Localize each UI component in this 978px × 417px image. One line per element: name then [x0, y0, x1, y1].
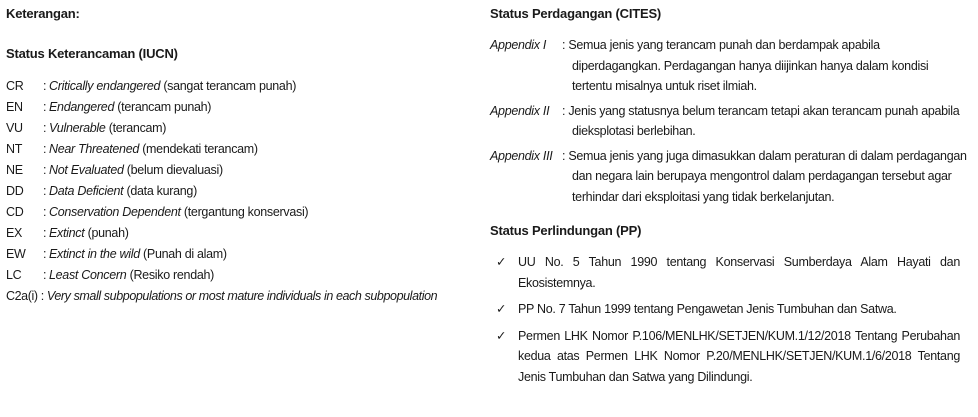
iucn-separator: :: [43, 100, 47, 114]
iucn-term: Data Deficient: [49, 184, 124, 198]
pp-item: [490, 252, 968, 293]
iucn-code: EW: [6, 247, 26, 261]
iucn-separator: :: [37, 289, 47, 303]
cites-description: : Semua jenis yang juga dimasukkan dalam peraturan di dalam perdagangan dan negara lain berupaya mengontrol dalam perdagangan tersebut agar terhindar dari eksploitasi yang tidak berkelanjutan.: [562, 148, 967, 204]
iucn-separator: :: [43, 79, 47, 93]
iucn-item-cr: [6, 76, 476, 97]
iucn-term: Very small subpopulations or most mature individuals in each subpopulation: [46, 289, 438, 303]
cites-item-appendix-3: [490, 146, 968, 208]
iucn-item-nt: [6, 139, 476, 160]
cites-item-appendix-1: [490, 35, 968, 97]
iucn-code: DD: [6, 184, 24, 198]
iucn-item-c2ai: [6, 286, 476, 307]
iucn-separator: :: [43, 142, 47, 156]
pp-heading: Status Perlindungan (PP): [490, 223, 642, 238]
iucn-code: CD: [6, 205, 24, 219]
iucn-term: Critically endangered: [49, 79, 161, 93]
cites-heading: Status Perdagangan (CITES): [490, 6, 662, 21]
iucn-code: VU: [6, 121, 23, 135]
iucn-separator: :: [43, 205, 47, 219]
iucn-item-cd: [6, 202, 476, 223]
cites-label: Appendix III: [490, 148, 553, 163]
iucn-description: (sangat terancam punah): [160, 79, 297, 93]
iucn-separator: :: [43, 121, 47, 135]
iucn-term: Least Concern: [49, 268, 127, 282]
cites-description: : Semua jenis yang terancam punah dan berdampak apabila diperdagangkan. Perdagangan hanya diijinkan hanya dalam kondisi tertentu misalnya untuk riset ilmiah.: [562, 38, 929, 93]
pp-item-text: UU No. 5 Tahun 1990 tentang Konservasi Sumberdaya Alam Hayati dan Ekosistemnya.: [518, 255, 960, 290]
pp-item-text: PP No. 7 Tahun 1999 tentang Pengawetan Jenis Tumbuhan dan Satwa.: [518, 302, 897, 316]
iucn-item-lc: [6, 265, 476, 286]
iucn-list: [6, 76, 476, 307]
cites-item-appendix-2: [490, 101, 968, 142]
iucn-description: (tergantung konservasi): [180, 205, 309, 219]
pp-item: [490, 299, 968, 320]
iucn-code: NT: [6, 142, 23, 156]
iucn-description: (terancam): [105, 121, 167, 135]
iucn-description: (punah): [84, 226, 129, 240]
iucn-heading: Status Keterancaman (IUCN): [6, 46, 178, 61]
iucn-term: Conservation Dependent: [49, 205, 181, 219]
iucn-separator: :: [43, 184, 47, 198]
iucn-description: (terancam punah): [114, 100, 212, 114]
iucn-description: (Punah di alam): [139, 247, 227, 261]
iucn-term: Endangered: [49, 100, 115, 114]
iucn-code: EX: [6, 226, 23, 240]
checkmark-icon: ✓: [496, 328, 507, 343]
cites-label: Appendix I: [490, 38, 547, 52]
iucn-description: (mendekati terancam): [139, 142, 258, 156]
legend-right-column: [490, 4, 968, 393]
iucn-description: (Resiko rendah): [126, 268, 215, 282]
legend-left-column: [6, 4, 476, 307]
iucn-term: Near Threatened: [49, 142, 140, 156]
iucn-item-dd: [6, 181, 476, 202]
checkmark-icon: ✓: [496, 255, 507, 269]
iucn-code: NE: [6, 163, 23, 177]
iucn-term: Extinct: [49, 226, 85, 240]
iucn-description: (data kurang): [123, 184, 197, 198]
legend-title: Keterangan:: [6, 6, 80, 21]
iucn-code: LC: [6, 268, 22, 282]
iucn-item-ew: [6, 244, 476, 265]
iucn-separator: :: [43, 226, 47, 240]
iucn-term: Extinct in the wild: [49, 247, 140, 261]
pp-item: [490, 326, 968, 388]
iucn-item-ne: [6, 160, 476, 181]
iucn-item-vu: [6, 118, 476, 139]
iucn-code: C2a(i): [6, 289, 38, 303]
iucn-code: EN: [6, 100, 23, 114]
iucn-term: Vulnerable: [49, 121, 106, 135]
iucn-separator: :: [43, 268, 47, 282]
pp-list: [490, 252, 968, 387]
checkmark-icon: ✓: [496, 302, 507, 316]
iucn-separator: :: [43, 163, 47, 177]
iucn-code: CR: [6, 79, 24, 93]
cites-list: [490, 35, 968, 207]
iucn-description: (belum dievaluasi): [123, 163, 223, 177]
pp-item-text: Permen LHK Nomor P.106/MENLHK/SETJEN/KUM.1/12/2018 Tentang Perubahan kedua atas Permen LHK Nomor P.20/MENLHK/SETJEN/KUM.1/6/2018 Tentang Jenis Tumbuhan dan Satwa yang Dilindungi.: [518, 328, 960, 384]
iucn-item-en: [6, 97, 476, 118]
cites-label: Appendix II: [490, 103, 550, 118]
iucn-term: Not Evaluated: [49, 163, 124, 177]
iucn-separator: :: [43, 247, 47, 261]
cites-description: : Jenis yang statusnya belum terancam tetapi akan terancam punah apabila dieksplotasi berlebihan.: [562, 103, 960, 138]
iucn-item-ex: [6, 223, 476, 244]
